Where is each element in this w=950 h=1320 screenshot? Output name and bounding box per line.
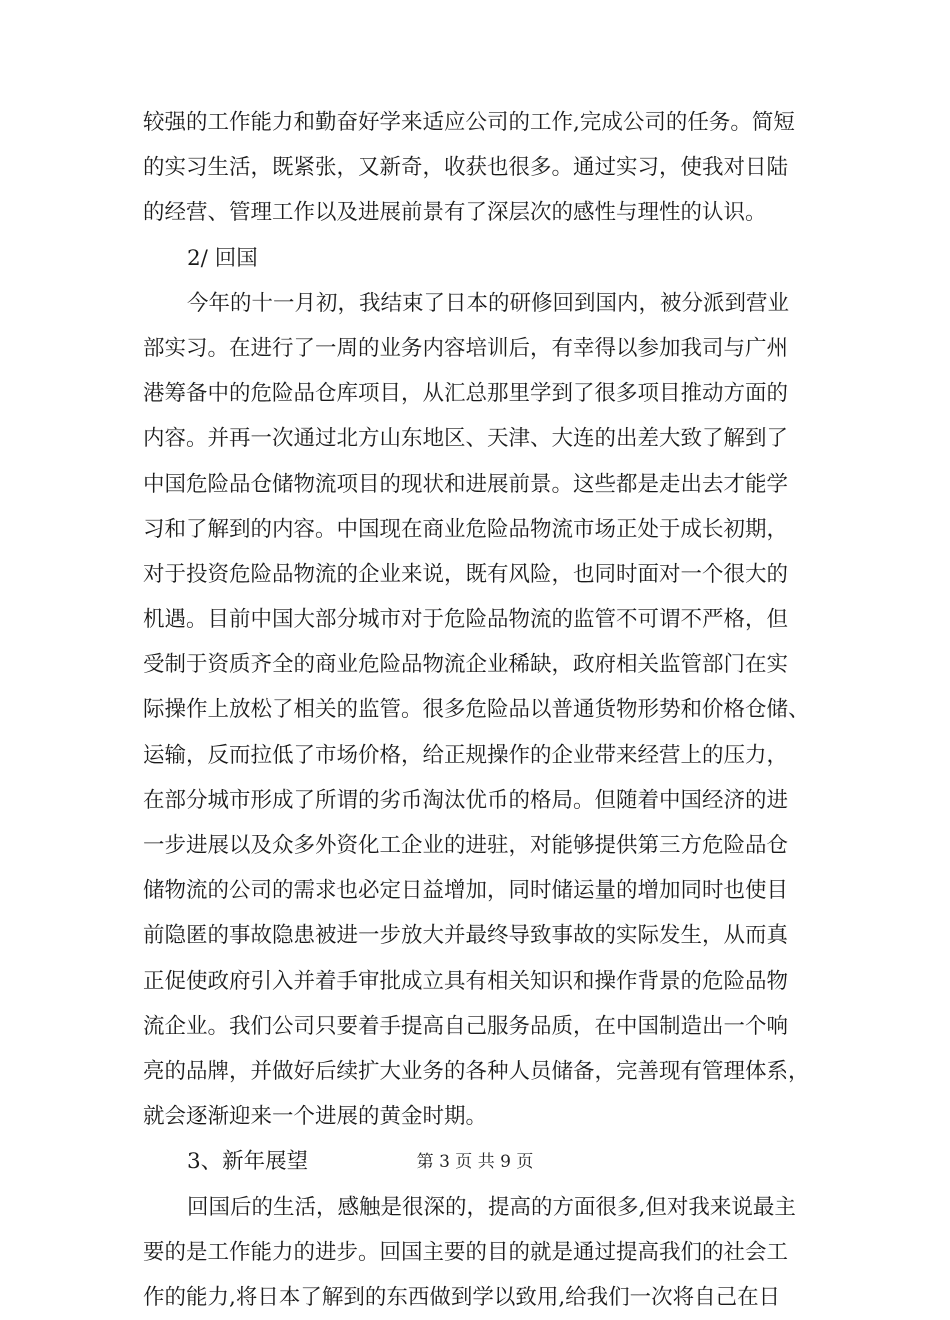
text-line: 对于投资危险品物流的企业来说，既有风险，也同时面对一个很大的 bbox=[143, 561, 789, 587]
text-line: 受制于资质齐全的商业危险品物流企业稀缺，政府相关监管部门在实 bbox=[143, 652, 789, 678]
text-line: 的实习生活，既紧张，又新奇，收获也很多。通过实习，使我对日陆 bbox=[143, 155, 789, 181]
text-line: 储物流的公司的需求也必定日益增加，同时储运量的增加同时也使目 bbox=[143, 878, 789, 904]
text-line: 2/ 回国 bbox=[187, 245, 258, 271]
text-line: 运输，反而拉低了市场价格，给正规操作的企业带来经营上的压力， bbox=[143, 742, 789, 768]
body-text bbox=[143, 100, 813, 1320]
text-line: 部实习。在进行了一周的业务内容培训后，有幸得以参加我司与广州 bbox=[143, 335, 789, 361]
text-line: 亮的品牌，并做好后续扩大业务的各种人员储备，完善现有管理体系， bbox=[143, 1058, 810, 1084]
page-number-footer: 第 3 页 共 9 页 bbox=[416, 1152, 534, 1172]
text-line: 今年的十一月初，我结束了日本的研修回到国内，被分派到营业 bbox=[187, 290, 790, 316]
text-line: 内容。并再一次通过北方山东地区、天津、大连的出差大致了解到了 bbox=[143, 426, 789, 452]
text-line: 就会逐渐迎来一个进展的黄金时期。 bbox=[143, 1104, 488, 1130]
text-line: 际操作上放松了相关的监管。很多危险品以普通货物形势和价格仓储、 bbox=[143, 697, 810, 723]
text-line: 作的能力,将日本了解到的东西做到学以致用,给我们一次将自己在日 bbox=[143, 1284, 781, 1310]
text-line: 在部分城市形成了所谓的劣币淘汰优币的格局。但随着中国经济的进 bbox=[143, 787, 789, 813]
text-line: 正促使政府引入并着手审批成立具有相关知识和操作背景的危险品物 bbox=[143, 968, 789, 994]
text-line: 3、新年展望 bbox=[187, 1149, 309, 1175]
text-line: 前隐匿的事故隐患被进一步放大并最终导致事故的实际发生，从而真 bbox=[143, 923, 789, 949]
text-line: 的经营、管理工作以及进展前景有了深层次的感性与理性的认识。 bbox=[143, 200, 767, 226]
text-line: 机遇。目前中国大部分城市对于危险品物流的监管不可谓不严格，但 bbox=[143, 607, 789, 633]
text-line: 中国危险品仓储物流项目的现状和进展前景。这些都是走出去才能学 bbox=[143, 471, 789, 497]
text-line: 港筹备中的危险品仓库项目，从汇总那里学到了很多项目推动方面的 bbox=[143, 381, 789, 407]
text-line: 要的是工作能力的进步。回国主要的目的就是通过提高我们的社会工 bbox=[143, 1239, 789, 1265]
text-line: 流企业。我们公司只要着手提高自己服务品质，在中国制造出一个响 bbox=[143, 1013, 789, 1039]
text-line: 较强的工作能力和勤奋好学来适应公司的工作,完成公司的任务。简短 bbox=[143, 110, 795, 135]
text-line: 回国后的生活，感触是很深的，提高的方面很多,但对我来说最主 bbox=[187, 1194, 796, 1220]
text-line: 习和了解到的内容。中国现在商业危险品物流市场正处于成长初期， bbox=[143, 516, 789, 542]
text-line: 一步进展以及众多外资化工企业的进驻，对能够提供第三方危险品仓 bbox=[143, 833, 789, 858]
